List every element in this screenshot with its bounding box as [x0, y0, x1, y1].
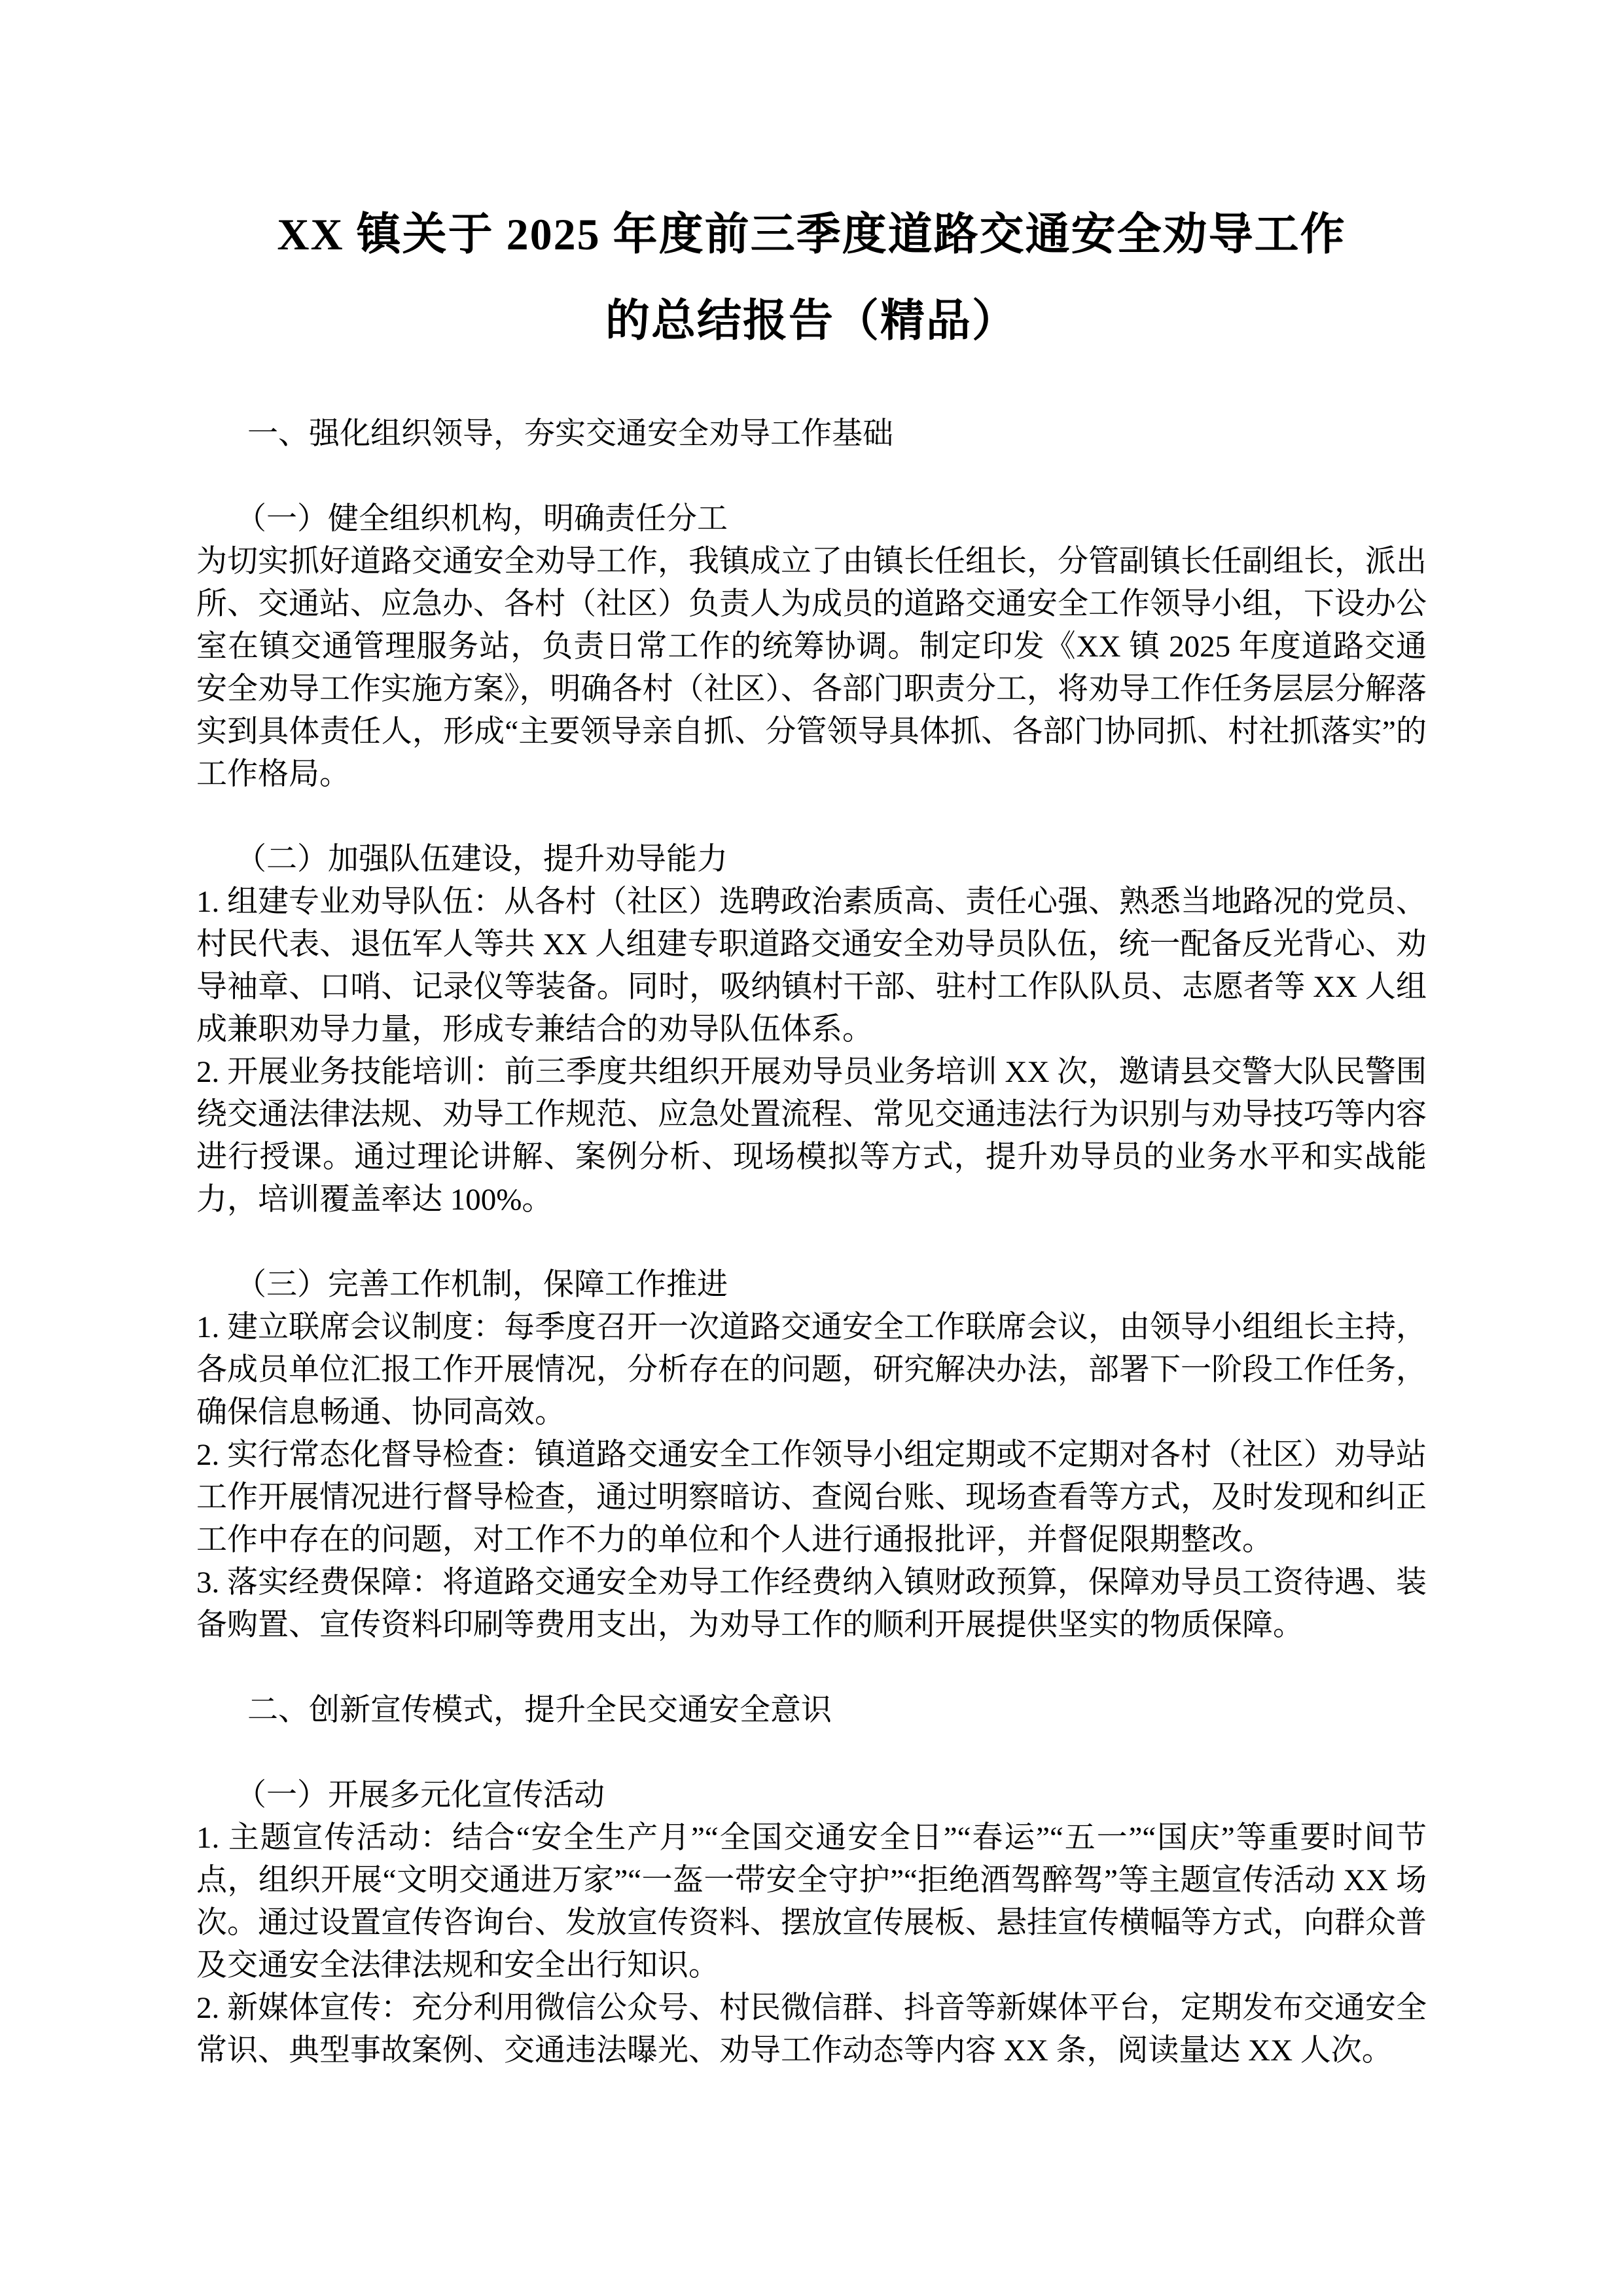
sub-heading-1-3: （三）完善工作机制，保障工作推进	[236, 1268, 728, 1302]
section-heading-2: 二、创新宣传模式，提升全民交通安全意识	[247, 1693, 832, 1727]
document-content	[0, 191, 1623, 2072]
section-heading-1: 一、强化组织领导，夯实交通安全劝导工作基础	[247, 417, 893, 451]
sub-heading-2-1: （一）开展多元化宣传活动	[236, 1778, 605, 1812]
document-title-line-2: 的总结报告（精品）	[605, 296, 1018, 346]
list-item-1-2-2: 2. 开展业务技能培训：前三季度共组织开展劝导员业务培训 XX 次，邀请县交警大队民警围绕交通法律法规、劝导工作规范、应急处置流程、常见交通违法行为识别与劝导技巧等内容进行授课。通过理论讲解、案例分析、现场模拟等方式，提升劝导员的业务水平和实战能力，培训覆盖率达 100%。	[196, 1055, 1427, 1217]
sub-heading-1-1: （一）健全组织机构，明确责任分工	[236, 502, 728, 536]
list-item-2-1-1: 1. 主题宣传活动：结合“安全生产月”“全国交通安全日”“春运”“五一”“国庆”等重要时间节点，组织开展“文明交通进万家”“一盔一带安全守护”“拒绝酒驾醉驾”等主题宣传活动 XX 场次。通过设置宣传咨询台、发放宣传资料、摆放宣传展板、悬挂宣传横幅等方式，向群众普及交通安全法律法规和安全出行知识。	[196, 1821, 1427, 1982]
document-title	[196, 191, 1427, 364]
list-item-1-3-3: 3. 落实经费保障：将道路交通安全劝导工作经费纳入镇财政预算，保障劝导员工资待遇、装备购置、宣传资料印刷等费用支出，为劝导工作的顺利开展提供坚实的物质保障。	[196, 1566, 1427, 1642]
body-paragraph-1-1: 为切实抓好道路交通安全劝导工作，我镇成立了由镇长任组长，分管副镇长任副组长，派出所、交通站、应急办、各村（社区）负责人为成员的道路交通安全工作领导小组，下设办公室在镇交通管理服务站，负责日常工作的统筹协调。制定印发《XX 镇 2025 年度道路交通安全劝导工作实施方案》，明确各村（社区）、各部门职责分工，将劝导工作任务层层分解落实到具体责任人，形成“主要领导亲自抓、分管领导具体抓、各部门协同抓、村社抓落实”的工作格局。	[196, 545, 1427, 791]
document-title-line-1: XX 镇关于 2025 年度前三季度道路交通安全劝导工作	[277, 209, 1346, 259]
list-item-1-2-1: 1. 组建专业劝导队伍：从各村（社区）选聘政治素质高、责任心强、熟悉当地路况的党员、村民代表、退伍军人等共 XX 人组建专职道路交通安全劝导员队伍，统一配备反光背心、劝导袖章、口哨、记录仪等装备。同时，吸纳镇村干部、驻村工作队队员、志愿者等 XX 人组成兼职劝导力量，形成专兼结合的劝导队伍体系。	[196, 885, 1427, 1047]
list-item-2-1-2: 2. 新媒体宣传：充分利用微信公众号、村民微信群、抖音等新媒体平台，定期发布交通安全常识、典型事故案例、交通违法曝光、劝导工作动态等内容 XX 条，阅读量达 XX 人次。	[196, 1991, 1427, 2068]
sub-heading-1-2: （二）加强队伍建设，提升劝导能力	[236, 842, 728, 876]
list-item-1-3-2: 2. 实行常态化督导检查：镇道路交通安全工作领导小组定期或不定期对各村（社区）劝导站工作开展情况进行督导检查，通过明察暗访、查阅台账、现场查看等方式，及时发现和纠正工作中存在的问题，对工作不力的单位和个人进行通报批评，并督促限期整改。	[196, 1438, 1427, 1557]
list-item-1-3-1: 1. 建立联席会议制度：每季度召开一次道路交通安全工作联席会议，由领导小组组长主持，各成员单位汇报工作开展情况，分析存在的问题，研究解决办法，部署下一阶段工作任务，确保信息畅通、协同高效。	[196, 1310, 1427, 1429]
